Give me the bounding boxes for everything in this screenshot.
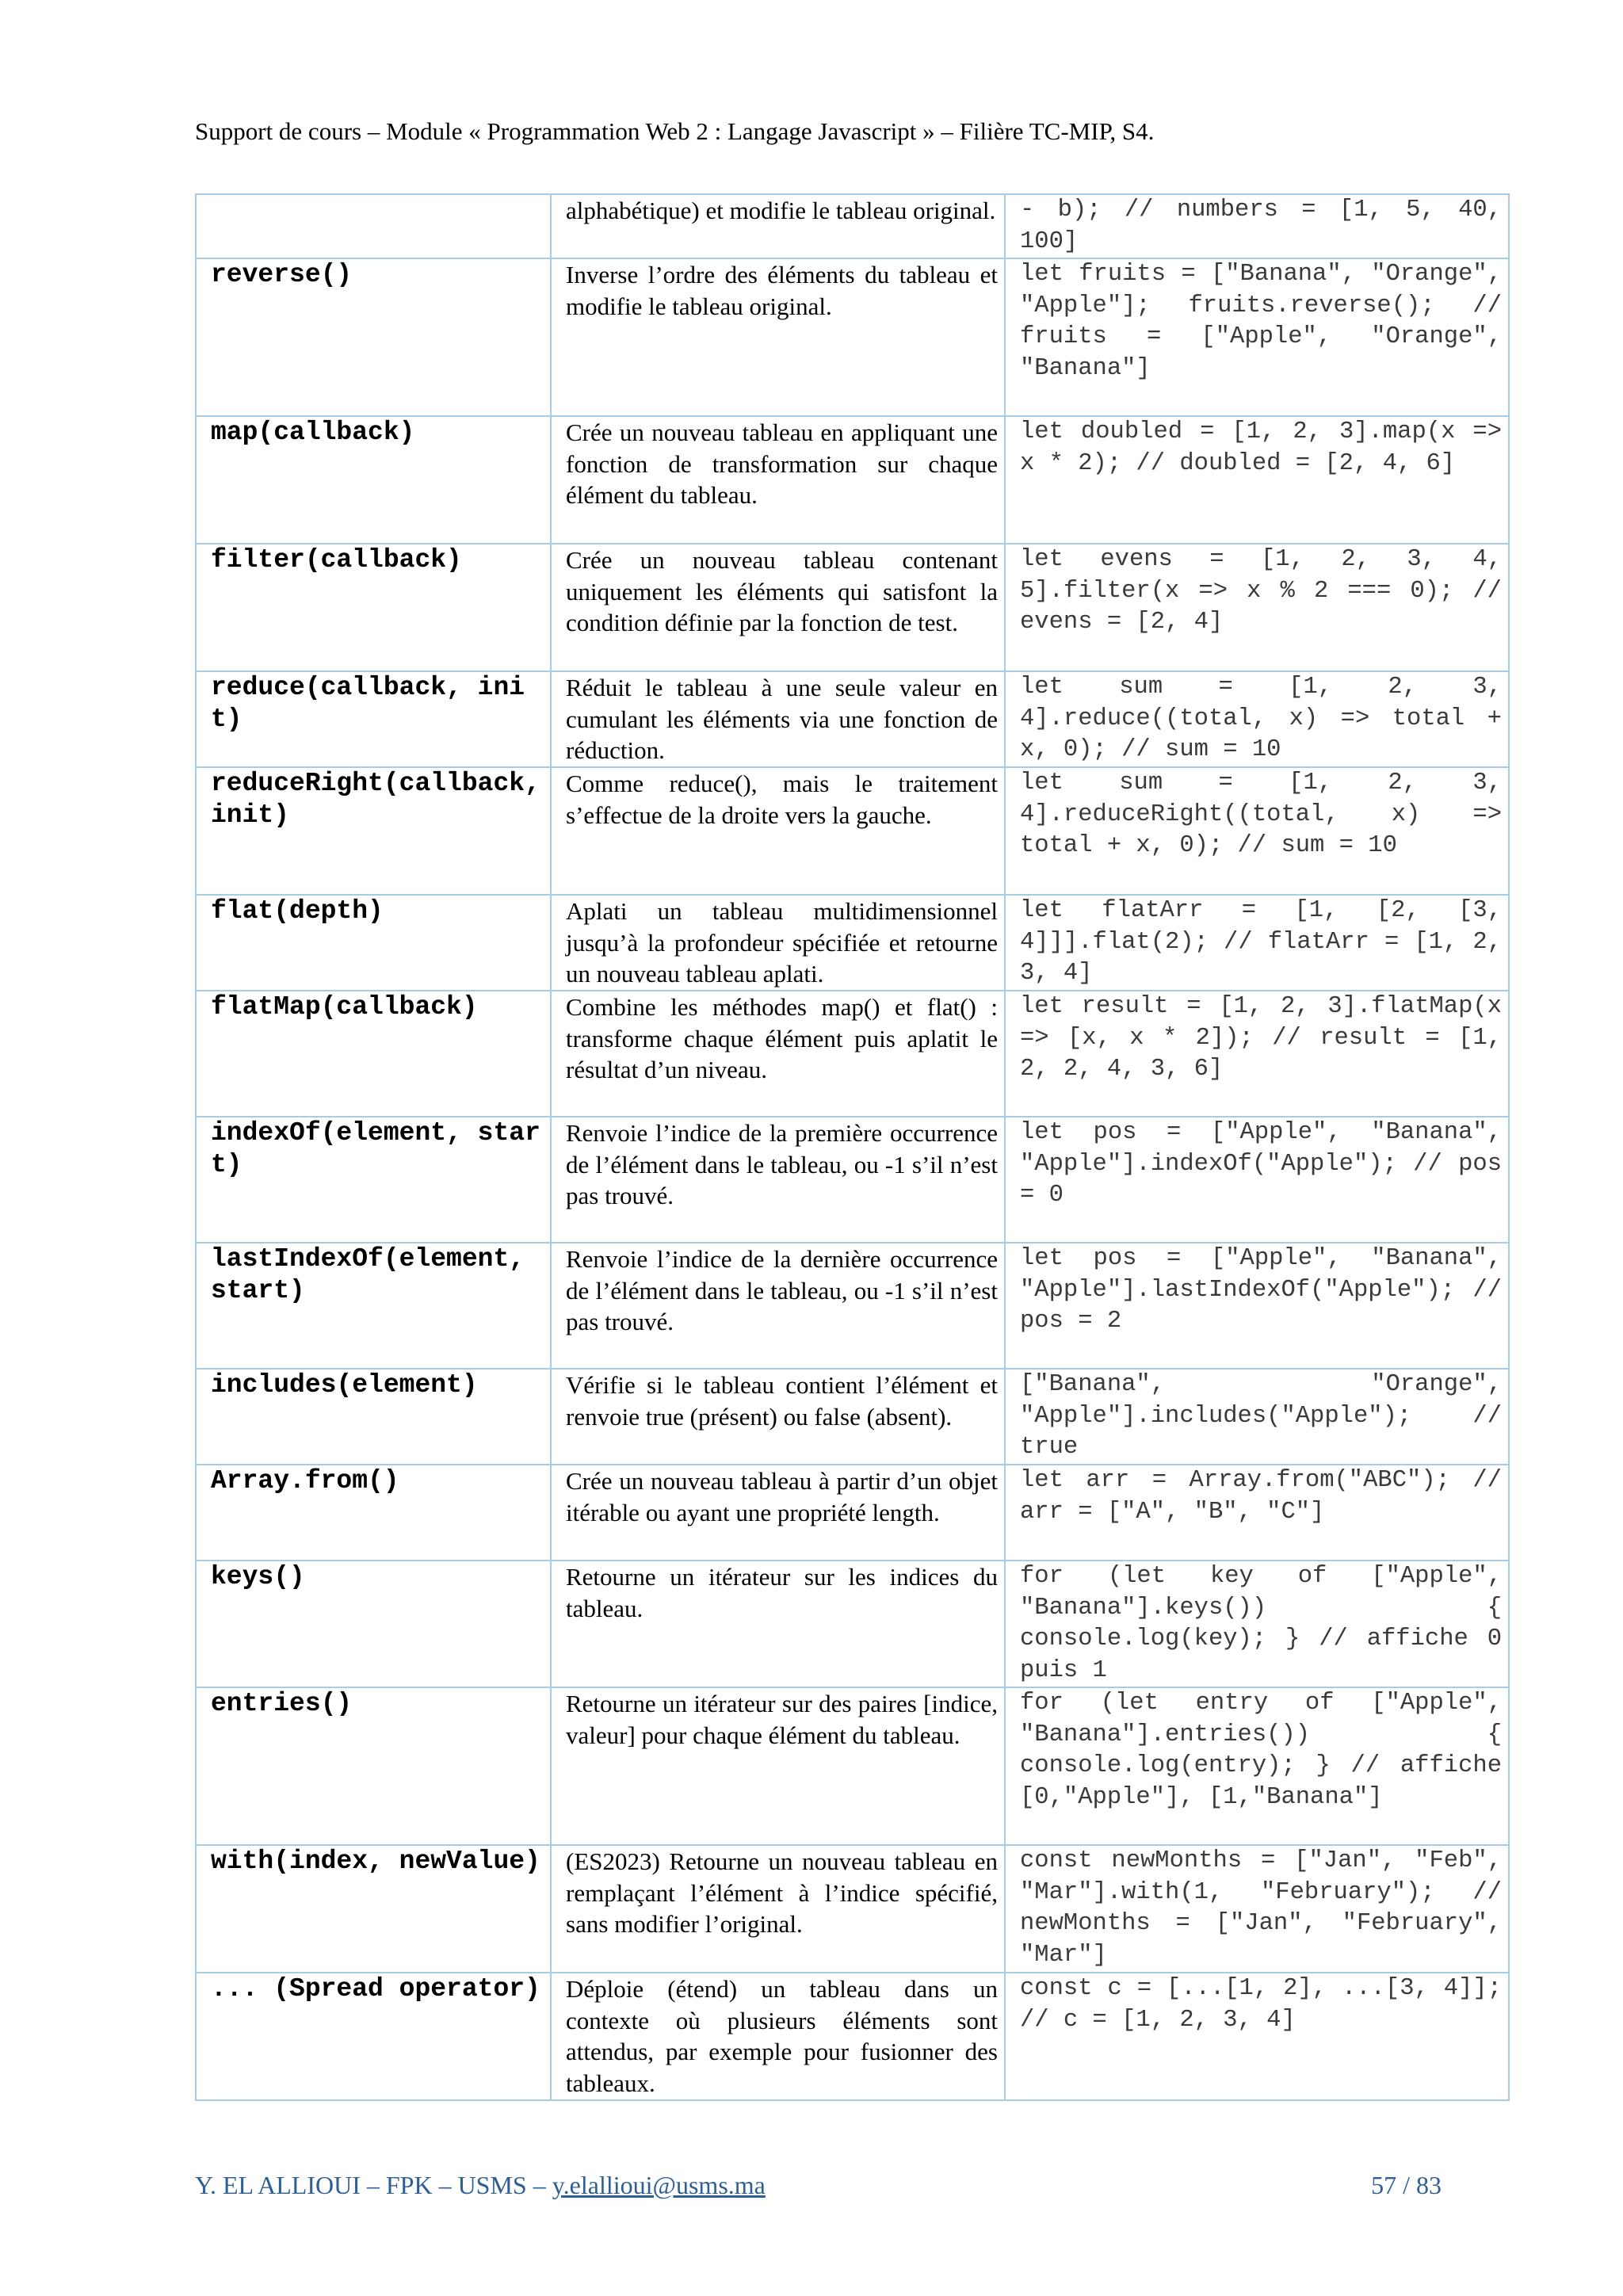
method-description: Inverse l’ordre des éléments du tableau et modifie le tableau original. [551,258,1005,416]
method-name [196,194,551,258]
method-example: let arr = Array.from("ABC"); // arr = ["A", "B", "C"] [1005,1465,1509,1561]
methods-table-body [196,194,1509,2100]
method-name: flatMap(callback) [196,991,551,1117]
method-example: const c = [...[1, 2], ...[3, 4]]; // c = [1, 2, 3, 4] [1005,1973,1509,2100]
page-number: 57 / 83 [1371,2171,1442,2199]
method-name: includes(element) [196,1369,551,1465]
page-header: Support de cours – Module « Programmation Web 2 : Langage Javascript » – Filière TC-MIP, S4. [195,117,1155,145]
method-description: alphabétique) et modifie le tableau original. [551,194,1005,258]
footer-credit [195,2169,766,2201]
method-description: Retourne un itérateur sur des paires [indice, valeur] pour chaque élément du tableau. [551,1687,1005,1845]
method-name: indexOf(element, start) [196,1117,551,1243]
method-example: const newMonths = ["Jan", "Feb", "Mar"].with(1, "February"); // newMonths = ["Jan", "February", "Mar"] [1005,1845,1509,1973]
table-row [196,767,1509,895]
method-name: Array.from() [196,1465,551,1561]
table-row [196,1117,1509,1243]
method-description: Retourne un itérateur sur les indices du tableau. [551,1561,1005,1687]
method-name: reduce(callback, init) [196,671,551,767]
table-row [196,258,1509,416]
method-example: let flatArr = [1, [2, [3, 4]]].flat(2); // flatArr = [1, 2, 3, 4] [1005,895,1509,991]
method-example: let result = [1, 2, 3].flatMap(x => [x, x * 2]); // result = [1, 2, 2, 4, 3, 6] [1005,991,1509,1117]
method-name: keys() [196,1561,551,1687]
table-row [196,1561,1509,1687]
method-example: let pos = ["Apple", "Banana", "Apple"].indexOf("Apple"); // pos = 0 [1005,1117,1509,1243]
method-example: let evens = [1, 2, 3, 4, 5].filter(x => x % 2 === 0); // evens = [2, 4] [1005,544,1509,671]
method-example: let pos = ["Apple", "Banana", "Apple"].lastIndexOf("Apple"); // pos = 2 [1005,1243,1509,1369]
method-name: reduceRight(callback, init) [196,767,551,895]
table-row [196,416,1509,544]
method-description: Renvoie l’indice de la première occurrence de l’élément dans le tableau, ou -1 s’il n’est pas trouvé. [551,1117,1005,1243]
method-name: filter(callback) [196,544,551,671]
method-name: entries() [196,1687,551,1845]
method-description: Crée un nouveau tableau contenant uniquement les éléments qui satisfont la condition définie par la fonction de test. [551,544,1005,671]
table-row [196,544,1509,671]
method-description: Vérifie si le tableau contient l’élément et renvoie true (présent) ou false (absent). [551,1369,1005,1465]
method-name: flat(depth) [196,895,551,991]
method-description: Déploie (étend) un tableau dans un contexte où plusieurs éléments sont attendus, par exemple pour fusionner des tableaux. [551,1973,1005,2100]
table-row [196,1687,1509,1845]
method-description: Crée un nouveau tableau à partir d’un objet itérable ou ayant une propriété length. [551,1465,1005,1561]
table-row [196,895,1509,991]
method-example: let sum = [1, 2, 3, 4].reduce((total, x) => total + x, 0); // sum = 10 [1005,671,1509,767]
method-example: let fruits = ["Banana", "Orange", "Apple"]; fruits.reverse(); // fruits = ["Apple", "Orange", "Banana"] [1005,258,1509,416]
method-description: Comme reduce(), mais le traitement s’effectue de la droite vers la gauche. [551,767,1005,895]
method-example: let sum = [1, 2, 3, 4].reduceRight((total, x) => total + x, 0); // sum = 10 [1005,767,1509,895]
method-description: Réduit le tableau à une seule valeur en cumulant les éléments via une fonction de réduction. [551,671,1005,767]
methods-table [195,193,1510,2101]
method-name: map(callback) [196,416,551,544]
method-description: (ES2023) Retourne un nouveau tableau en remplaçant l’élément à l’indice spécifié, sans modifier l’original. [551,1845,1005,1973]
method-example: for (let key of ["Apple", "Banana"].keys()) { console.log(key); } // affiche 0 puis 1 [1005,1561,1509,1687]
table-row [196,194,1509,258]
method-description: Crée un nouveau tableau en appliquant une fonction de transformation sur chaque élément du tableau. [551,416,1005,544]
method-name: with(index, newValue) [196,1845,551,1973]
method-name: reverse() [196,258,551,416]
method-example: for (let entry of ["Apple", "Banana"].entries()) { console.log(entry); } // affiche [0,"Apple"], [1,"Banana"] [1005,1687,1509,1845]
footer-email-link[interactable]: y.elallioui@usms.ma [552,2171,766,2199]
method-example: let doubled = [1, 2, 3].map(x => x * 2); // doubled = [2, 4, 6] [1005,416,1509,544]
table-row [196,1973,1509,2100]
method-description: Renvoie l’indice de la dernière occurrence de l’élément dans le tableau, ou -1 s’il n’est pas trouvé. [551,1243,1005,1369]
method-example: ["Banana", "Orange", "Apple"].includes("Apple"); // true [1005,1369,1509,1465]
method-description: Combine les méthodes map() et flat() : transforme chaque élément puis aplatit le résultat d’un niveau. [551,991,1005,1117]
method-name: ... (Spread operator) [196,1973,551,2100]
table-row [196,1243,1509,1369]
table-row [196,1845,1509,1973]
method-description: Aplati un tableau multidimensionnel jusqu’à la profondeur spécifiée et retourne un nouveau tableau aplati. [551,895,1005,991]
page-footer [195,2169,1442,2201]
table-row [196,671,1509,767]
table-row [196,1465,1509,1561]
footer-author: Y. EL ALLIOUI – FPK – USMS – [195,2171,552,2199]
method-name: lastIndexOf(element, start) [196,1243,551,1369]
table-row [196,991,1509,1117]
method-example: - b); // numbers = [1, 5, 40, 100] [1005,194,1509,258]
table-row [196,1369,1509,1465]
